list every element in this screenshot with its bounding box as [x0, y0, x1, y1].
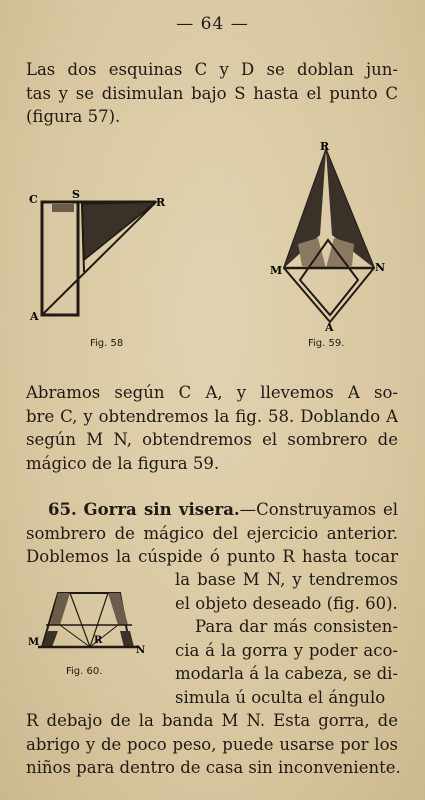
page-number: — 64 — — [176, 14, 249, 34]
fig59-caption: Fig. 59. — [308, 338, 345, 349]
figure-60-diagram — [28, 585, 150, 660]
fig60-caption: Fig. 60. — [66, 666, 103, 677]
text-line: sombrero de mágico del ejercicio anterior. — [26, 523, 398, 543]
fig59-label-n: N — [375, 261, 386, 274]
fig58-fold-flap — [82, 202, 156, 260]
section-title: Gorra sin visera. — [83, 500, 240, 519]
figure-59-diagram — [268, 140, 388, 335]
text-line: bre C, y obtendremos la fig. 58. Doblando A — [26, 406, 398, 426]
fig60-fold-line-1 — [70, 593, 90, 647]
fig58-label-c: C — [29, 193, 38, 206]
fig58-shaded-band — [52, 204, 74, 212]
fig58-caption: Fig. 58 — [90, 338, 124, 349]
fig60-label-r: R — [94, 635, 103, 646]
fig60-right-band — [120, 631, 134, 647]
fig60-right-panel — [108, 593, 128, 625]
section-65-final-text — [26, 709, 401, 780]
fig58-label-r: R — [156, 196, 166, 209]
text-line: Las dos esquinas C y D se doblan jun- — [26, 60, 398, 79]
text-line: Doblemos la cúspide ó punto R hasta tocar — [26, 547, 398, 566]
text-line: abrigo y de poco peso, puede usarse por los — [26, 734, 398, 754]
text-line: Para dar más consisten- — [195, 617, 398, 636]
section-text: —Construyamos el — [239, 500, 398, 519]
section-65-heading-line — [26, 498, 398, 522]
text-line: el objeto deseado (fig. 60). — [175, 593, 398, 613]
section-65 — [26, 498, 398, 569]
fig58-label-s: S — [72, 188, 80, 201]
text-line: modarla á la cabeza, se di- — [175, 664, 398, 683]
fig59-label-a: A — [325, 321, 334, 334]
fig59-label-m: M — [270, 264, 283, 277]
figure-58-diagram — [24, 188, 174, 328]
paragraph-fold-corners — [26, 58, 398, 129]
text-line: la base M N, y tendremos — [175, 570, 398, 589]
section-65-wrapped-text — [175, 568, 398, 709]
text-line: Abramos según C A, y llevemos A so- — [26, 383, 398, 402]
text-line: tas y se disimulan bajo S hasta el punto C — [26, 83, 398, 103]
fig60-label-m: M — [28, 637, 40, 648]
text-line: mágico de la figura 59. — [26, 453, 220, 473]
text-line: (figura 57). — [26, 107, 121, 126]
text-line: cia á la gorra y poder aco- — [175, 640, 398, 660]
fig58-label-a: A — [30, 310, 39, 323]
paragraph-open-fold — [26, 381, 398, 475]
text-line: según M N, obtendremos el sombrero de — [26, 430, 398, 449]
text-line: niños para dentro de casa sin inconveniente. — [26, 758, 401, 777]
section-number: 65. — [48, 500, 77, 519]
text-line: R debajo de la banda M N. Esta gorra, de — [26, 711, 398, 730]
text-line: simula ú oculta el ángulo — [175, 687, 386, 707]
fig60-label-n: N — [136, 645, 146, 656]
fig59-label-r: R — [320, 140, 330, 153]
